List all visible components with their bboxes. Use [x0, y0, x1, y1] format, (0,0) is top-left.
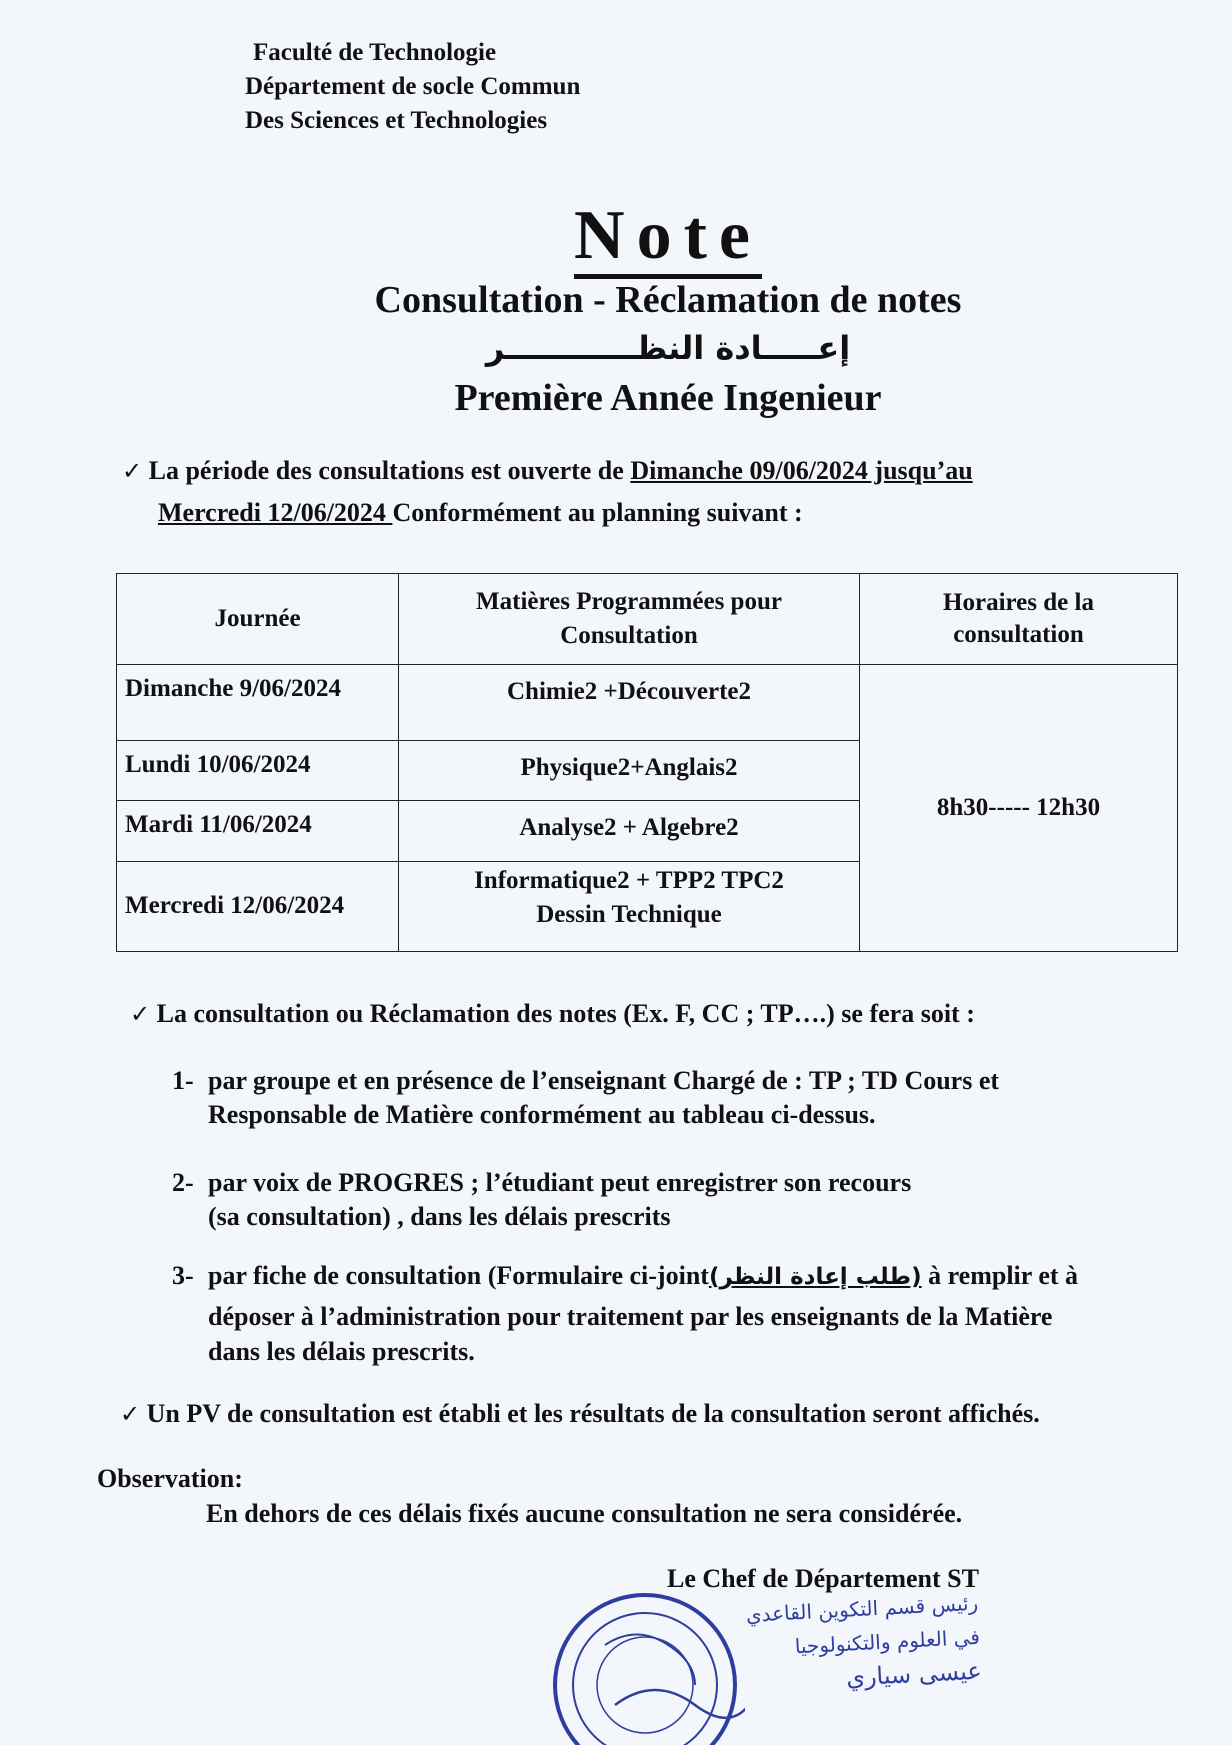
- observation-text: En dehors de ces délais fixés aucune consultation ne sera considérée.: [206, 1499, 963, 1528]
- schedule-table: [116, 573, 1178, 952]
- table-row: [117, 665, 1178, 741]
- faculty-name: Faculté de Technologie: [253, 39, 497, 66]
- header-hours: Horaires de la consultation: [860, 574, 1178, 665]
- page-subtitle: Consultation - Réclamation de notes: [374, 279, 962, 321]
- header-subjects: Matières Programmées pour Consultation: [399, 574, 860, 665]
- pv-paragraph: ✓ Un PV de consultation est établi et les résultats de la consultation seront affichés.: [120, 1399, 1040, 1428]
- form-name-arabic: (طلب إعادة النظر): [708, 1264, 922, 1290]
- level-title: Première Année Ingenieur: [454, 377, 882, 419]
- department-name: Département de socle Commun: [245, 73, 581, 100]
- header-day: Journée: [117, 574, 399, 665]
- period-paragraph: [122, 452, 1122, 532]
- table-header-row: [117, 574, 1178, 665]
- department-name-cont: Des Sciences et Technologies: [245, 107, 548, 134]
- period-text: La période des consultations est ouverte de: [148, 456, 631, 485]
- consultation-intro: ✓ La consultation ou Réclamation des notes (Ex. F, CC ; TP….) se fera soit :: [130, 999, 975, 1028]
- check-icon: ✓: [122, 457, 143, 485]
- row-day: Mercredi 12/06/2024: [117, 862, 399, 952]
- period-end: Mercredi 12/06/2024: [158, 498, 393, 527]
- official-stamp-icon: [545, 1585, 745, 1745]
- consultation-methods: [172, 1064, 1172, 1389]
- period-text-2: Conformément au planning suivant :: [392, 498, 803, 527]
- row-subjects: Analyse2 + Algebre2: [399, 801, 860, 862]
- hours-cell: 8h30----- 12h30: [860, 665, 1178, 952]
- page-title: Note: [0, 196, 1232, 276]
- row-subjects: Chimie2 +Découverte2: [399, 665, 860, 741]
- stamp-text: رئيس قسم التكوين القاعدي في العلوم والتكنولوجيا عيسى سياري: [745, 1590, 983, 1692]
- row-day: Lundi 10/06/2024: [117, 741, 399, 801]
- institution-header: [245, 36, 581, 138]
- row-subjects: Informatique2 + TPP2 TPC2 Dessin Technique: [399, 862, 860, 952]
- list-item: 3- par fiche de consultation (Formulaire ci-joint(طلب إعادة النظر) à remplir et à déposer à l’administration pour traitement par les enseignants de la Matière dans les délais prescrits.: [172, 1261, 1079, 1366]
- signature-title: Le Chef de Département ST: [667, 1564, 979, 1593]
- check-icon: ✓: [130, 1000, 151, 1028]
- row-day: Mardi 11/06/2024: [117, 801, 399, 862]
- row-subjects: Physique2+Anglais2: [399, 741, 860, 801]
- list-item: 1- par groupe et en présence de l’enseignant Chargé de : TP ; TD Cours et Responsable de Matière conformément au tableau ci-dessus.: [172, 1066, 1000, 1129]
- row-day: Dimanche 9/06/2024: [117, 665, 399, 741]
- check-icon: ✓: [120, 1400, 141, 1428]
- list-item: 2- par voix de PROGRES ; l’étudiant peut enregistrer son recours (sa consultation) , dans les délais prescrits: [172, 1168, 912, 1231]
- arabic-title: إعـــــادة النظــــــــــــر: [485, 329, 851, 367]
- period-start: Dimanche 09/06/2024 jusqu’au: [630, 456, 973, 485]
- observation-label: Observation:: [97, 1464, 243, 1493]
